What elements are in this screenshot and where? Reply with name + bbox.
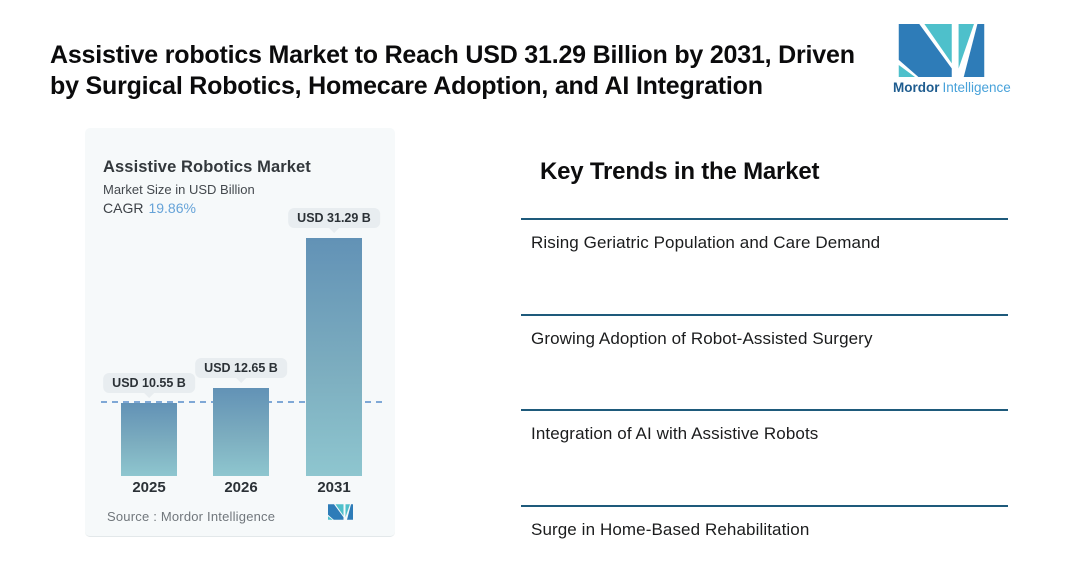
page-title: [50, 40, 895, 102]
trend-item: [521, 218, 1008, 314]
trend-item-label: Rising Geriatric Population and Care Demand: [531, 233, 881, 252]
chart-title: Assistive Robotics Market: [103, 158, 311, 176]
chart-subtitle: Market Size in USD Billion: [103, 182, 255, 197]
brand-name-mordor: Mordor: [893, 80, 940, 95]
brand-wordmark: [893, 80, 1011, 95]
page-title-line1: Assistive robotics Market to Reach USD 31.29 Billion by 2031, Driven: [50, 41, 855, 69]
market-chart-card: [85, 128, 395, 537]
cagr-value: 19.86%: [148, 200, 196, 216]
source-attribution: Source : Mordor Intelligence: [107, 509, 276, 524]
bar-2031: [306, 238, 362, 476]
cagr-label: CAGR: [103, 200, 144, 216]
bar-2025: [121, 403, 177, 476]
footer-logo: [328, 504, 353, 525]
axis-label-2031: 2031: [317, 479, 351, 496]
trend-item: [521, 314, 1008, 410]
trend-item-label: Surge in Home-Based Rehabilitation: [531, 519, 810, 539]
value-callout-2031: USD 31.29 B: [288, 208, 380, 228]
trend-item: [521, 505, 1008, 581]
brand-name-intelligence: Intelligence: [942, 80, 1011, 95]
value-callout-2026: USD 12.65 B: [195, 358, 287, 378]
page-title-line2: by Surgical Robotics, Homecare Adoption, and AI Integration: [50, 72, 763, 100]
trend-item-label: Growing Adoption of Robot-Assisted Surgery: [531, 328, 873, 348]
mordor-intelligence-logo: [893, 24, 1011, 95]
bar-chart: [85, 128, 395, 536]
trend-item-label: Integration of AI with Assistive Robots: [531, 424, 819, 443]
bar-2026: [213, 388, 269, 476]
value-callout-2025: USD 10.55 B: [103, 373, 195, 393]
key-trends-list: [521, 218, 1008, 581]
axis-label-2026: 2026: [224, 479, 258, 496]
trend-item: [521, 409, 1008, 505]
mordor-logo-small-icon: [328, 504, 353, 520]
mordor-logo-icon: [893, 24, 990, 77]
axis-label-2025: 2025: [132, 479, 166, 496]
key-trends-heading: Key Trends in the Market: [540, 158, 820, 185]
